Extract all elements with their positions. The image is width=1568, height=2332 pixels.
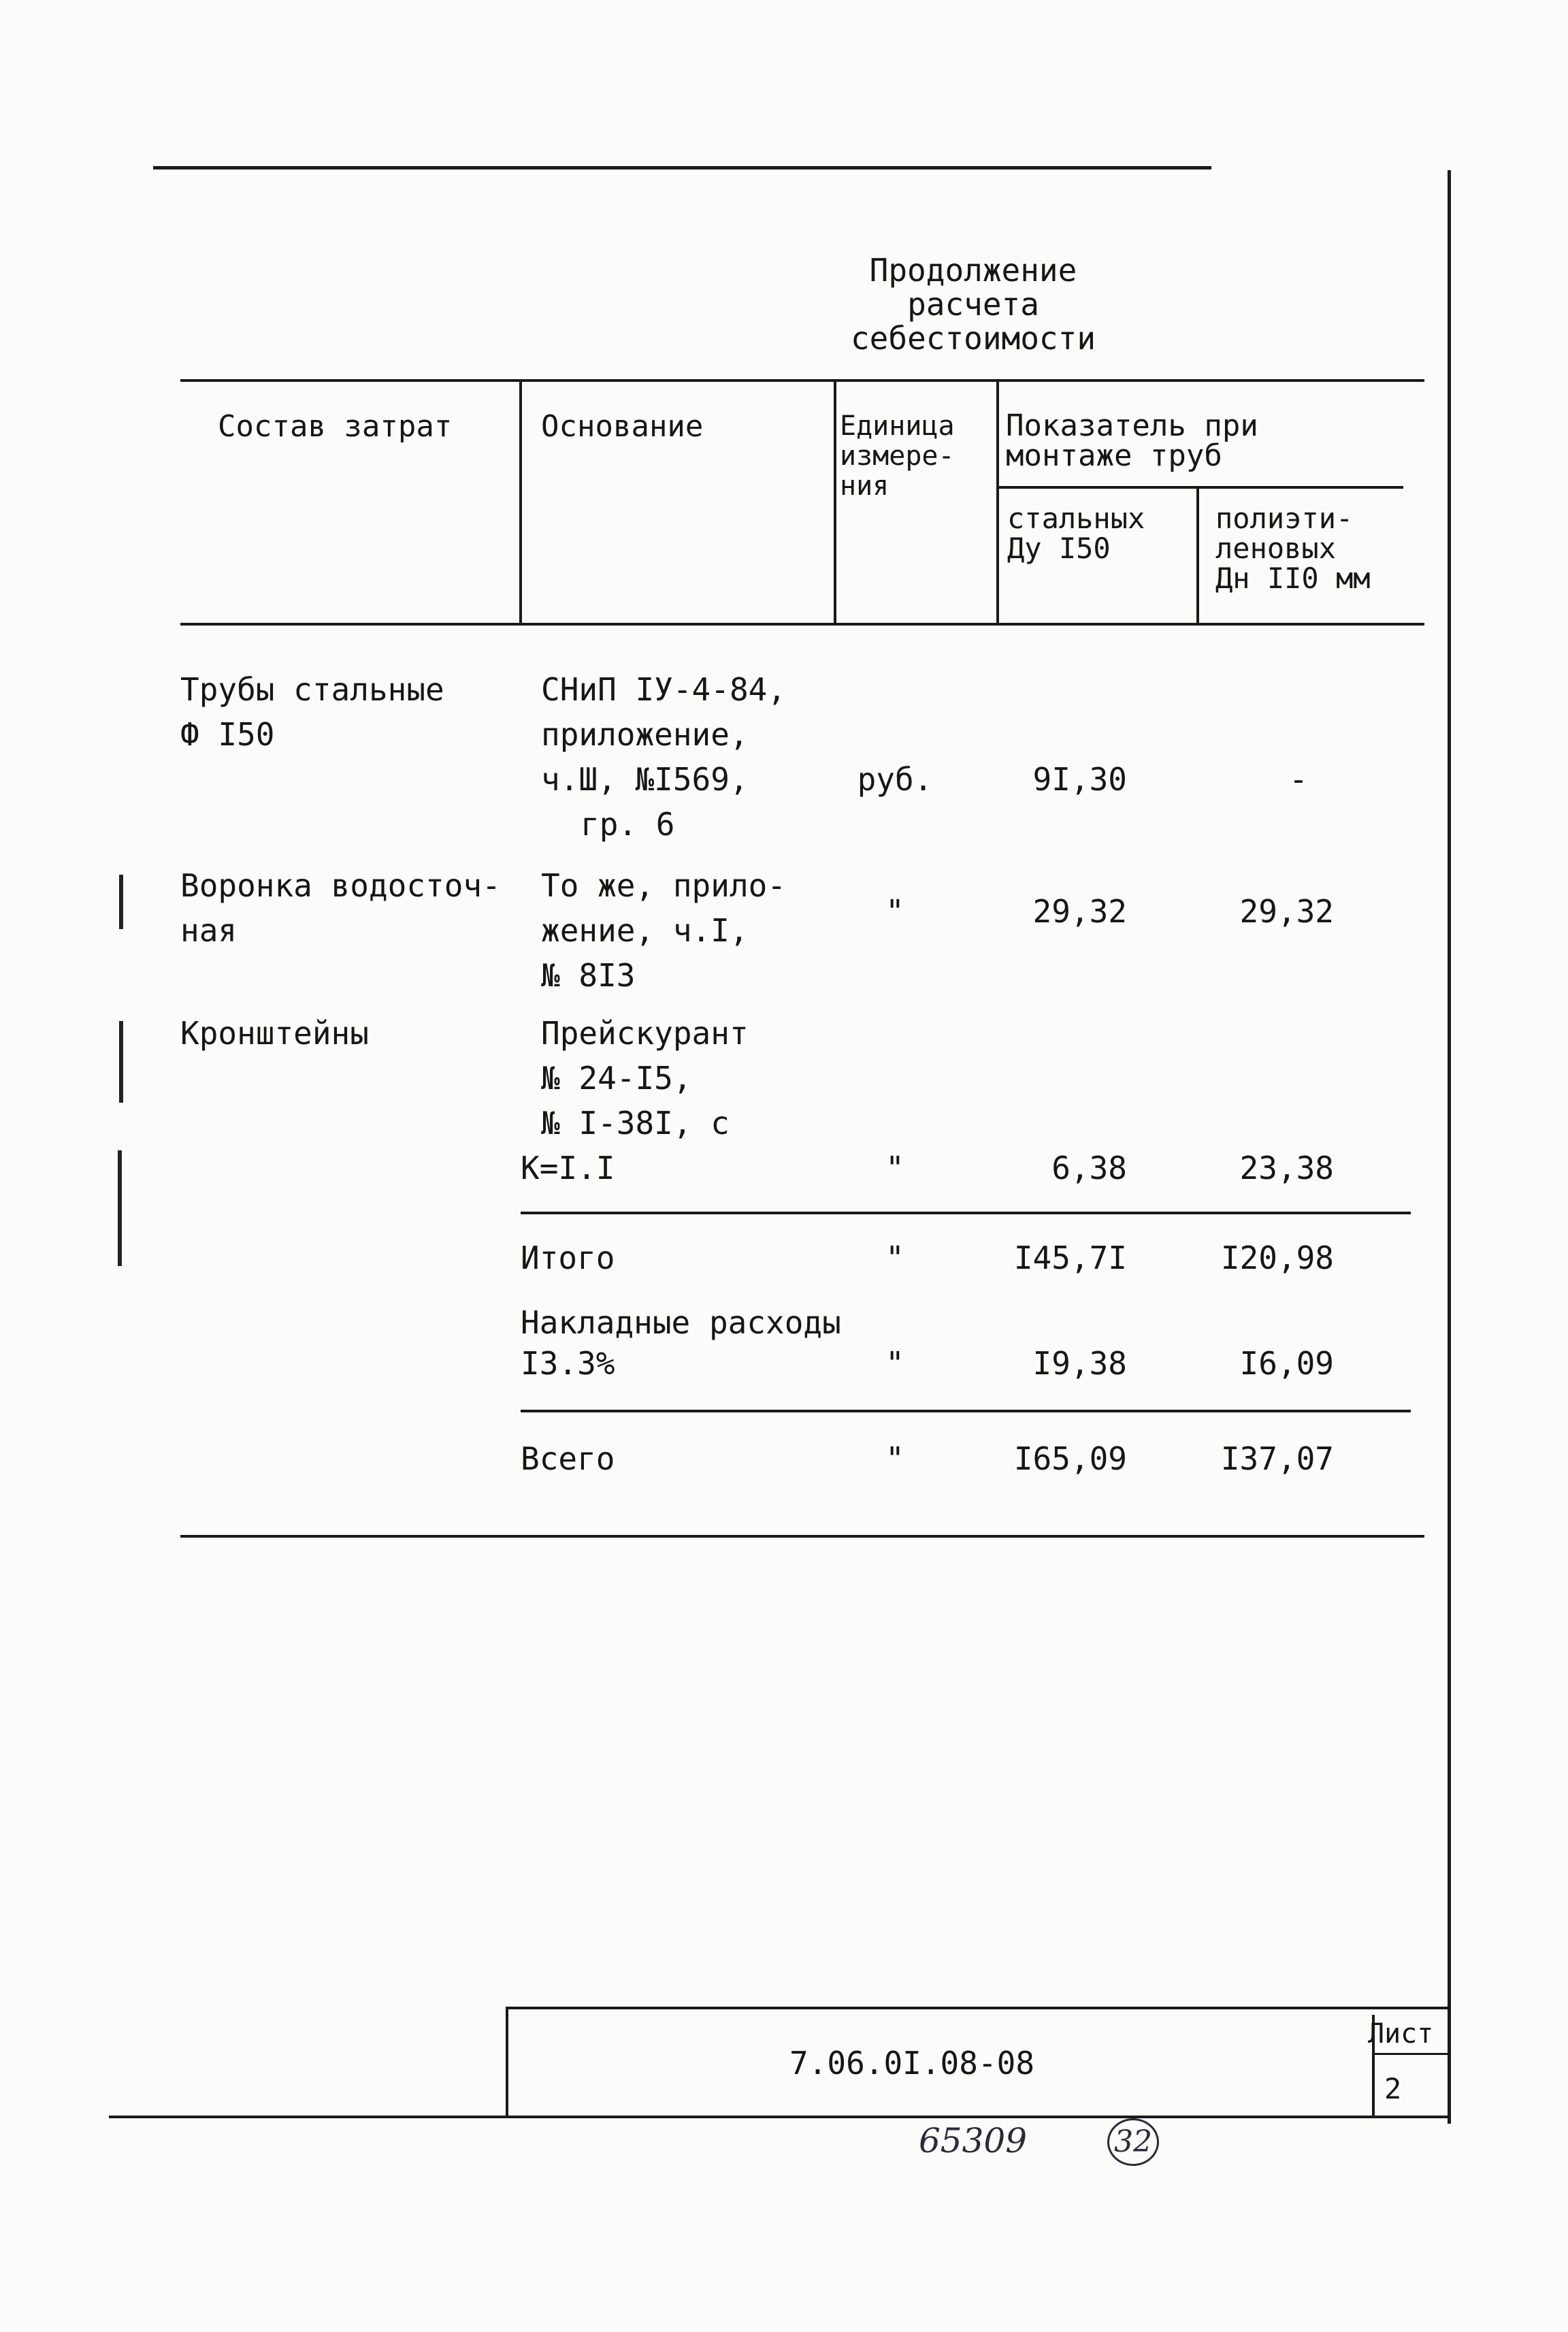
row2-steel: 29,32 [1032, 893, 1127, 930]
row3-poly: 23,38 [1239, 1150, 1334, 1186]
handwritten-circled-number [1107, 2118, 1159, 2166]
header-cost: Состав затрат [218, 409, 453, 444]
total-overhead-unit: " [885, 1345, 904, 1382]
row1-basis-line3: ч.Ш, №I569, [541, 761, 749, 798]
row1-basis-line4: гр. 6 [581, 806, 675, 843]
col-divider-poly [1196, 487, 1199, 624]
row3-basis-line1: Прейскурант [541, 1015, 749, 1052]
header-unit: Единица измере- ния [840, 410, 955, 502]
row3-basis-line3: № I-38I, с [541, 1105, 730, 1141]
page-title-line1: Продолжение расчета [869, 252, 1077, 323]
margin-mark-2 [119, 1021, 123, 1103]
row3-basis-line2: № 24-I5, [541, 1060, 692, 1097]
sheet-box-rule [1372, 2053, 1450, 2055]
total-vsego-unit: " [885, 1440, 904, 1477]
stamp-top-rule [506, 2007, 1450, 2009]
table-top-rule [180, 379, 1424, 382]
row3-cost-line1: Кронштейны [180, 1015, 369, 1052]
stamp-left-border [506, 2007, 508, 2117]
table-bottom-rule [180, 1535, 1424, 1538]
row3-basis-line4: K=I.I [521, 1150, 615, 1186]
header-indicator: Показатель при монтаже труб [1006, 408, 1258, 473]
row3-unit: " [885, 1150, 904, 1186]
top-rule [153, 166, 1211, 169]
handwritten-number: 65309 [919, 2121, 1028, 2160]
total-overhead-steel: I9,38 [1032, 1345, 1127, 1382]
total-itogo-unit: " [885, 1240, 904, 1276]
row3-steel: 6,38 [1051, 1150, 1127, 1186]
right-frame-border [1448, 170, 1451, 2124]
total-overhead-label-line1: Накладные расходы [521, 1304, 841, 1341]
grand-total-rule [521, 1410, 1411, 1412]
indicator-sub-rule [998, 486, 1403, 489]
row2-cost-line2: ная [180, 912, 238, 949]
row1-cost-line2: Ф I50 [180, 716, 275, 753]
total-itogo-poly: I20,98 [1220, 1240, 1334, 1276]
total-overhead-label-line2: I3.3% [521, 1345, 615, 1382]
total-itogo-label: Итого [521, 1240, 615, 1276]
sheet-number: 2 [1384, 2072, 1402, 2105]
row2-basis-line3: № 8I3 [541, 957, 636, 994]
total-overhead-poly: I6,09 [1239, 1345, 1334, 1382]
page-title [817, 253, 1130, 355]
row1-basis-line2: приложение, [541, 716, 749, 753]
total-vsego-poly: I37,07 [1220, 1440, 1334, 1477]
col-divider-basis [519, 381, 522, 624]
row1-steel: 9I,30 [1032, 761, 1127, 798]
margin-mark-3 [118, 1150, 122, 1266]
row2-basis-line2: жение, ч.I, [541, 912, 749, 949]
row2-cost-line1: Воронка водосточ- [180, 867, 501, 904]
row2-unit: " [885, 893, 904, 930]
sheet-label: Лист [1368, 2018, 1434, 2050]
header-bottom-rule [180, 623, 1424, 626]
document-code: 7.06.0I.08-08 [789, 2045, 1035, 2082]
row2-basis-line1: То же, прило- [541, 867, 787, 904]
page-title-line2: себестоимости [850, 320, 1096, 357]
col-divider-indicator [996, 381, 999, 624]
margin-mark-1 [119, 875, 123, 929]
header-poly: полиэти- леновых Дн II0 мм [1215, 502, 1371, 595]
header-steel: стальных Ду I50 [1007, 502, 1145, 565]
header-basis: Основание [541, 409, 704, 444]
total-vsego-label: Всего [521, 1440, 615, 1477]
row1-basis-line1: СНиП IУ-4-84, [541, 671, 787, 708]
row1-poly: - [1289, 761, 1308, 798]
total-itogo-steel: I45,7I [1013, 1240, 1127, 1276]
stamp-bottom-rule [109, 2116, 1451, 2118]
total-vsego-steel: I65,09 [1013, 1440, 1127, 1477]
circled-number-text: 32 [1114, 2124, 1152, 2159]
row1-unit: руб. [857, 761, 933, 798]
row1-cost-line1: Трубы стальные [180, 671, 444, 708]
totals-top-rule [521, 1212, 1411, 1214]
col-divider-unit [834, 381, 836, 624]
row2-poly: 29,32 [1239, 893, 1334, 930]
